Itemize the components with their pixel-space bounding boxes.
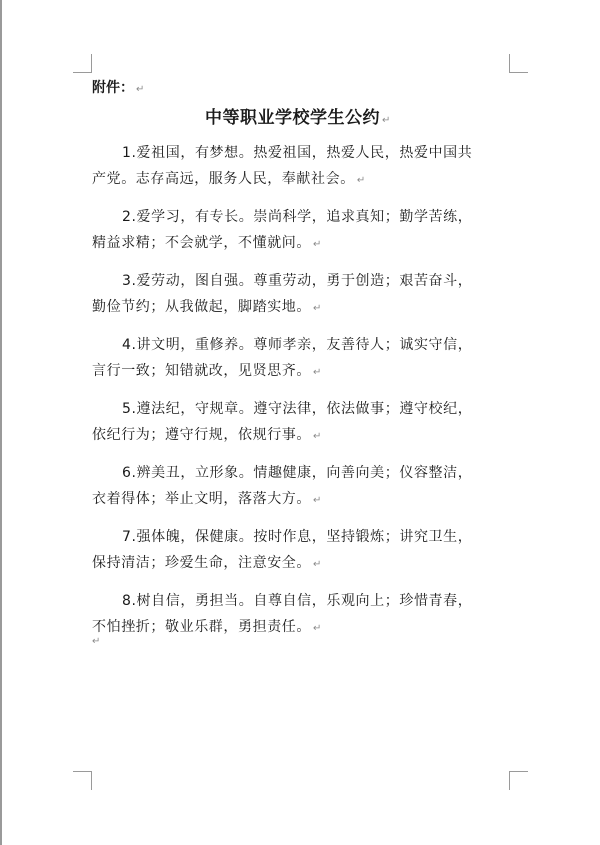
item-line-1: 3.爱劳动，图自强。尊重劳动，勇于创造；艰苦奋斗，	[122, 273, 473, 289]
paragraph-mark: ↵	[313, 623, 322, 634]
convention-item-7	[92, 524, 510, 578]
item-line-1: 4.讲文明，重修养。尊师孝亲，友善待人；诚实守信，	[122, 337, 473, 353]
convention-item-1	[92, 140, 510, 194]
paragraph-mark: ↵	[313, 303, 322, 314]
document-body	[92, 140, 510, 652]
convention-item-8	[92, 588, 510, 642]
empty-paragraph-mark: ↵	[92, 636, 101, 647]
paragraph-mark: ↵	[313, 239, 322, 250]
paragraph-mark: ↵	[313, 495, 322, 506]
item-line-2: 依纪行为；遵守行规，依规行事。 ↵	[92, 427, 322, 443]
item-line-2: 勤俭节约；从我做起，脚踏实地。 ↵	[92, 299, 322, 315]
convention-item-4	[92, 332, 510, 386]
paragraph-mark: ↵	[313, 367, 322, 378]
crop-mark-bottom-left	[73, 771, 92, 790]
item-line-1: 7.强体魄，保健康。按时作息，坚持锻炼；讲究卫生，	[122, 529, 473, 545]
crop-mark-bottom-right	[509, 771, 528, 790]
convention-item-3	[92, 268, 510, 322]
document-title	[92, 106, 504, 133]
document-title-text: 中等职业学校学生公约	[205, 108, 381, 128]
page-left-edge	[0, 0, 2, 845]
paragraph-mark: ↵	[313, 559, 322, 570]
paragraph-mark: ↵	[356, 175, 366, 186]
convention-item-6	[92, 460, 510, 514]
item-line-2: 衣着得体；举止文明，落落大方。 ↵	[92, 491, 322, 507]
item-line-2: 产党。志存高远，服务人民，奉献社会。 ↵	[92, 171, 366, 187]
item-line-1: 5.遵法纪，守规章。遵守法律，依法做事；遵守校纪，	[122, 401, 473, 417]
paragraph-mark: ↵	[382, 115, 391, 126]
convention-item-5	[92, 396, 510, 450]
paragraph-mark: ↵	[136, 84, 145, 95]
item-line-1: 1.爱祖国，有梦想。热爱祖国，热爱人民，热爱中国共	[122, 145, 473, 161]
paragraph-mark: ↵	[313, 431, 322, 442]
crop-mark-top-left	[73, 54, 92, 73]
attachment-label-text: 附件：	[92, 80, 134, 96]
convention-item-2	[92, 204, 510, 258]
crop-mark-top-right	[509, 54, 528, 73]
item-line-2: 言行一致；知错就改，见贤思齐。 ↵	[92, 363, 322, 379]
item-line-1: 6.辨美丑，立形象。情趣健康，向善向美；仪容整洁，	[122, 465, 473, 481]
item-line-2: 不怕挫折；敬业乐群，勇担责任。 ↵	[92, 619, 322, 635]
item-line-1: 2.爱学习，有专长。崇尚科学，追求真知；勤学苦练，	[122, 209, 473, 225]
attachment-label	[92, 78, 144, 100]
item-line-2: 精益求精；不会就学，不懂就问。 ↵	[92, 235, 322, 251]
item-line-1: 8.树自信，勇担当。自尊自信，乐观向上；珍惜青春，	[122, 593, 473, 609]
item-line-2: 保持清洁；珍爱生命，注意安全。 ↵	[92, 555, 322, 571]
